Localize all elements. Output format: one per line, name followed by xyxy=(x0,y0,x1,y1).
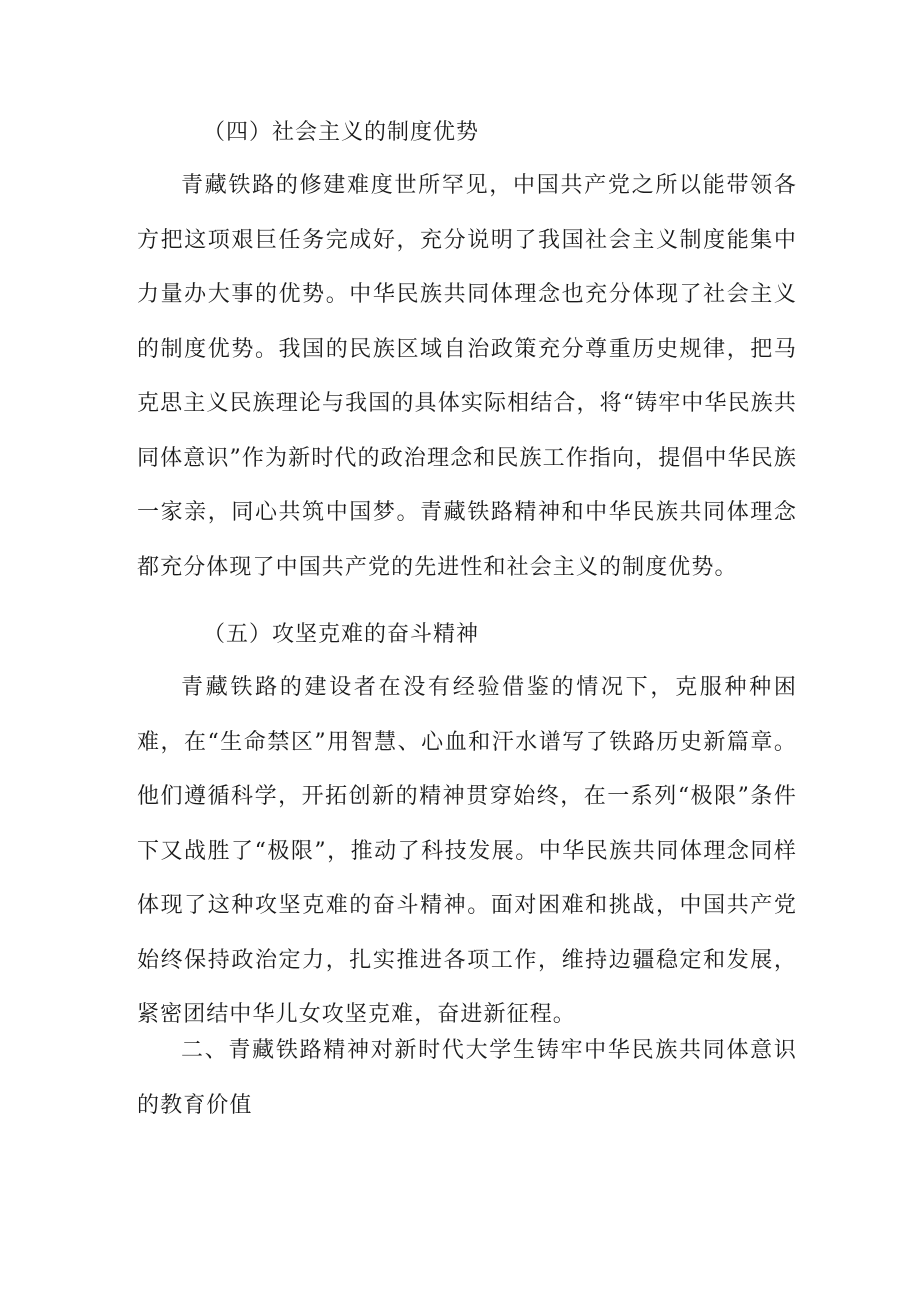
section-5-heading: （五）攻坚克难的奋斗精神 xyxy=(203,622,480,647)
section-5-paragraph: 青藏铁路的建设者在没有经验借鉴的情况下，克服种种困难，在“生命禁区”用智慧、心血和汗水谱写了铁路历史新篇章。他们遵循科学，开拓创新的精神贯穿始终，在一系列“极限”条件下又战胜了“极限”，推动了科技发展。中华民族共同体理念同样体现了这种攻坚克难的奋斗精神。面对困难和挑战，中国共产党始终保持政治定力，扎实推进各项工作，维持边疆稳定和发展，紧密团结中华儿女攻坚克难，奋进新征程。 xyxy=(137,675,797,1027)
section-4-heading: （四）社会主义的制度优势 xyxy=(203,120,480,145)
part-2-heading: 二、青藏铁路精神对新时代大学生铸牢中华民族共同体意识的教育价值 xyxy=(137,1038,797,1118)
section-4-paragraph: 青藏铁路的修建难度世所罕见，中国共产党之所以能带领各方把这项艰巨任务完成好，充分说明了我国社会主义制度能集中力量办大事的优势。中华民族共同体理念也充分体现了社会主义的制度优势。我国的民族区域自治政策充分尊重历史规律，把马克思主义民族理论与我国的具体实际相结合，将“铸牢中华民族共同体意识”作为新时代的政治理念和民族工作指向，提倡中华民族一家亲，同心共筑中国梦。青藏铁路精神和中华民族共同体理念都充分体现了中国共产党的先进性和社会主义的制度优势。 xyxy=(137,173,797,580)
